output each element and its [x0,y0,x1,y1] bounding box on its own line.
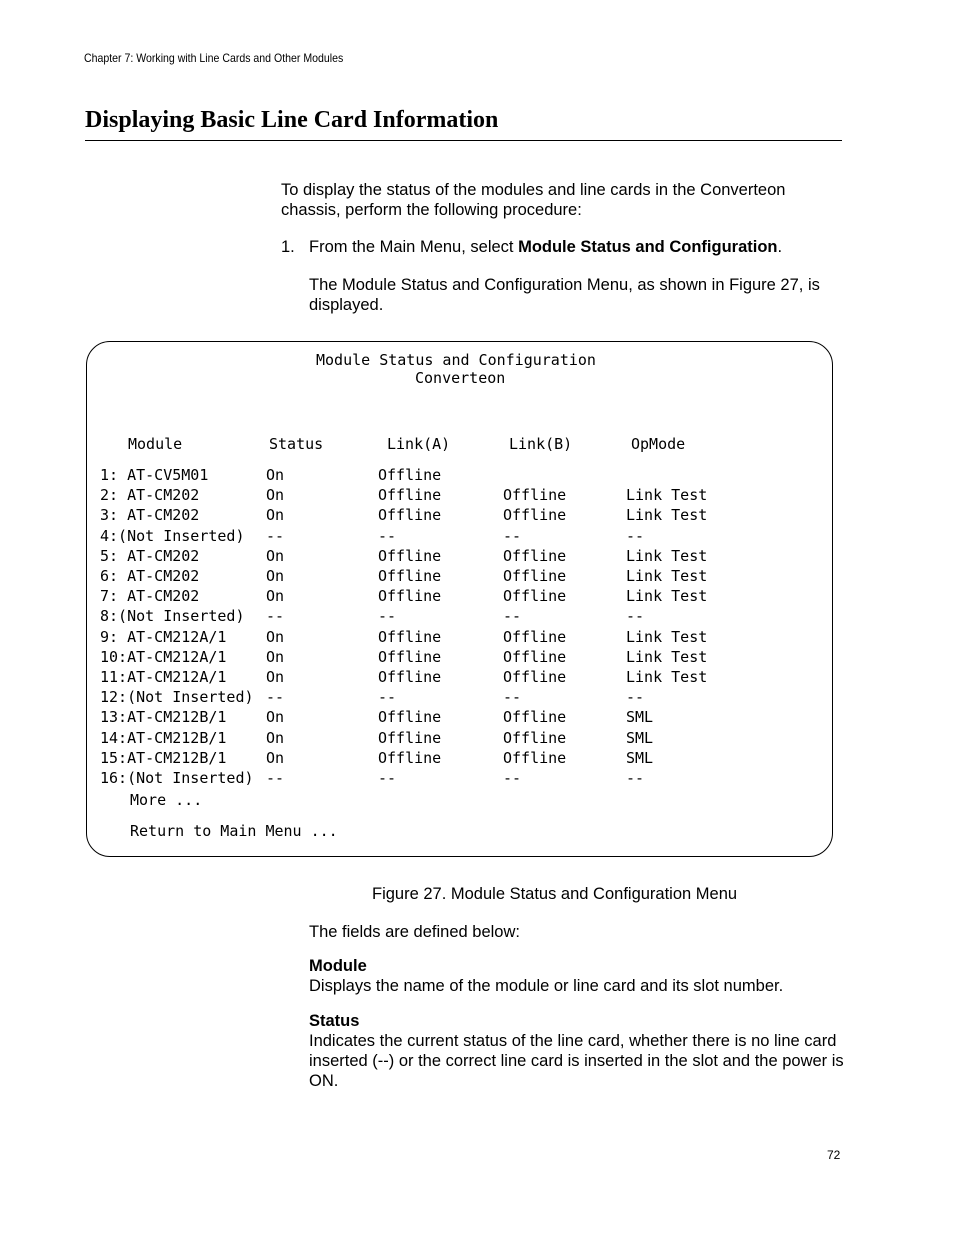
row-link-a: Offline [378,728,442,747]
row-link-a: Offline [378,546,442,565]
page-number: 72 [827,1148,841,1162]
field-status-name: Status [309,1012,360,1030]
field-module-name: Module [309,957,367,975]
field-module-desc: Displays the name of the module or line card and its slot number. [309,977,784,995]
row-opmode: Link Test [626,486,708,505]
row-opmode: Link Test [626,627,708,646]
row-module: 12:(Not Inserted) [100,688,254,707]
row-opmode: Link Test [626,668,708,686]
row-link-a: -- [378,607,397,626]
row-status: On [266,466,285,484]
row-status: On [266,748,285,767]
row-link-a: Offline [378,486,442,505]
row-status: On [266,708,285,727]
step-1-prefix: From the Main Menu, select [309,238,519,256]
row-module: 1: AT-CV5M01 [100,466,209,484]
row-link-b: Offline [503,567,567,585]
col-link-a: Link(A) [387,435,451,453]
row-module: 16:(Not Inserted) [100,769,254,787]
step-1-text [309,237,849,257]
row-opmode: -- [626,526,645,545]
chapter-header: Chapter 7: Working with Line Cards and Other Modules [84,51,344,65]
row-module: 14:AT-CM212B/1 [100,728,227,747]
row-link-b: Offline [503,506,567,525]
intro-paragraph: To display the status of the modules and line cards in the Converteon chassis, perform the following procedure: [281,181,786,219]
row-status: On [266,647,285,666]
row-link-a: Offline [378,748,442,767]
row-status: On [266,546,285,565]
row-link-a: -- [378,526,397,545]
row-module: 8:(Not Inserted) [100,607,245,626]
row-opmode: Link Test [626,647,708,666]
row-link-a: Offline [378,647,442,666]
page-title: Displaying Basic Line Card Information [85,107,499,133]
row-status: On [266,668,285,686]
row-opmode: Link Test [626,546,708,565]
row-opmode: SML [626,708,654,727]
col-link-b: Link(B) [509,435,573,453]
row-link-a: Offline [378,587,442,606]
row-link-b: Offline [503,647,567,666]
row-module: 6: AT-CM202 [100,567,200,585]
row-link-b: -- [503,607,522,626]
row-link-a: Offline [378,466,442,484]
row-module: 10:AT-CM212A/1 [100,647,227,666]
row-link-b: Offline [503,546,567,565]
screen-title: Module Status and Configuration [316,351,596,369]
row-status: On [266,486,285,505]
row-link-a: Offline [378,567,442,585]
row-link-a: Offline [378,668,442,686]
row-link-a: -- [378,688,397,707]
row-link-b: Offline [503,668,567,686]
step-1-suffix: . [777,238,783,256]
more-option[interactable]: More ... [130,791,203,809]
row-module: 7: AT-CM202 [100,587,200,606]
fields-intro: The fields are defined below: [309,923,520,941]
row-link-b: Offline [503,587,567,606]
row-opmode: Link Test [626,567,708,585]
row-module: 5: AT-CM202 [100,546,200,565]
step-1-result: The Module Status and Configuration Menu, as shown in Figure 27, is displayed. [309,276,820,314]
row-status: On [266,728,285,747]
row-opmode: SML [626,728,654,747]
row-opmode: -- [626,769,645,787]
row-status: On [266,506,285,525]
row-link-b: -- [503,769,522,787]
row-link-b: Offline [503,728,567,747]
row-link-a: Offline [378,506,442,525]
return-to-main-menu-option[interactable]: Return to Main Menu ... [130,822,338,840]
row-status: On [266,587,285,606]
figure-caption: Figure 27. Module Status and Configuration Menu [372,885,738,903]
row-link-b: -- [503,526,522,545]
row-status: -- [266,526,285,545]
row-status: -- [266,607,285,626]
row-opmode: Link Test [626,506,708,525]
row-link-b: Offline [503,627,567,646]
row-link-b: Offline [503,748,567,767]
col-module: Module [128,435,183,453]
row-opmode: SML [626,748,654,767]
row-link-b: Offline [503,486,567,505]
row-link-a: Offline [378,627,442,646]
row-status: -- [266,688,285,707]
field-status-desc: Indicates the current status of the line card, whether there is no line card inserted (--) or the correct line card is inserted in the slot and the power is ON. [309,1032,844,1090]
row-module: 11:AT-CM212A/1 [100,668,227,686]
title-rule [85,140,842,141]
row-status: On [266,567,285,585]
row-opmode: -- [626,607,645,626]
row-link-b: -- [503,688,522,707]
row-module: 9: AT-CM212A/1 [100,627,227,646]
row-opmode: Link Test [626,587,708,606]
row-link-a: -- [378,769,397,787]
step-1-menu-name: Module Status and Configuration [518,238,778,256]
row-module: 2: AT-CM202 [100,486,200,505]
row-module: 3: AT-CM202 [100,506,200,525]
row-status: On [266,627,285,646]
screen-subtitle: Converteon [415,369,506,387]
row-status: -- [266,769,285,787]
row-link-a: Offline [378,708,442,727]
row-module: 15:AT-CM212B/1 [100,748,227,767]
row-link-b: Offline [503,708,567,727]
step-number: 1. [281,238,295,256]
row-module: 4:(Not Inserted) [100,526,245,545]
row-opmode: -- [626,688,645,707]
col-opmode: OpMode [631,435,686,453]
col-status: Status [269,435,324,453]
row-module: 13:AT-CM212B/1 [100,708,227,727]
